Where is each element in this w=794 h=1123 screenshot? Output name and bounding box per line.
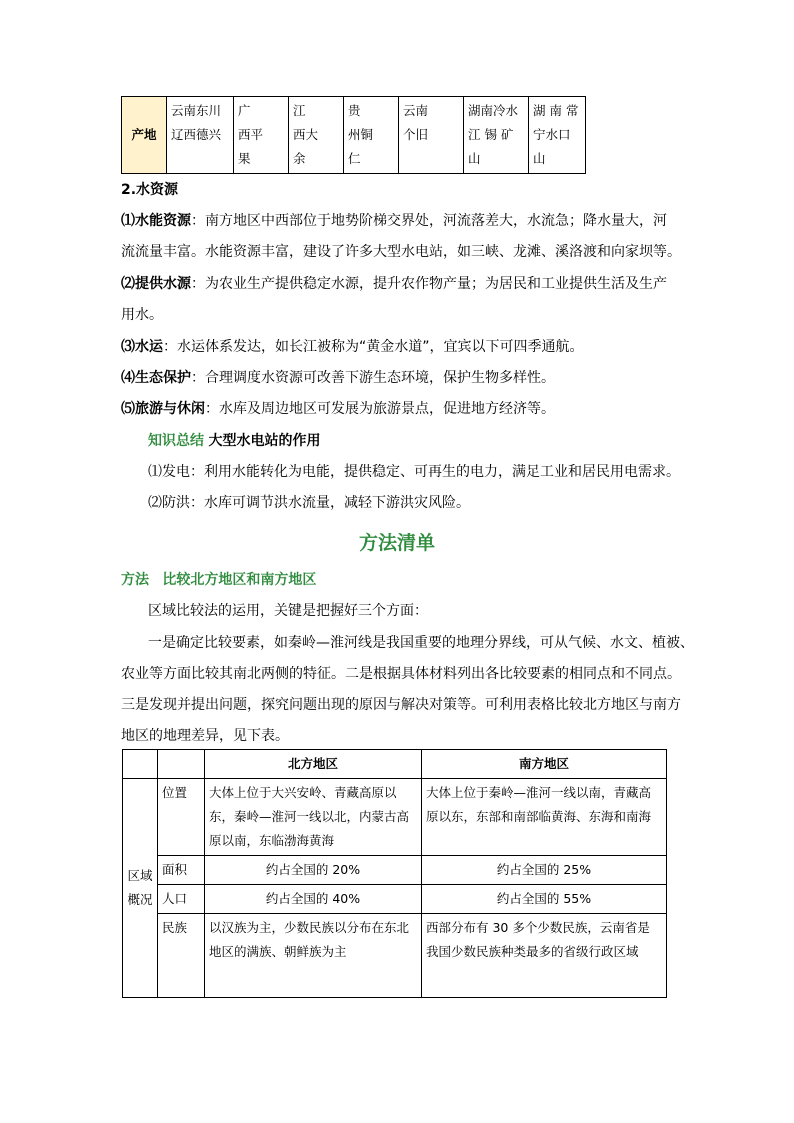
corner-cell <box>123 750 158 779</box>
origin-header: 产地 <box>122 97 167 174</box>
origin-cell: 广 西平 果 <box>234 97 289 174</box>
cell-south-ethnic: 西部分布有 30 多个少数民族，云南省是我国少数民族种类最多的省级行政区域 <box>422 914 667 998</box>
summary-heading: 知识总结 大型水电站的作用 <box>148 433 321 449</box>
origin-cell: 湖南冷水 江 锡 矿 山 <box>464 97 529 174</box>
row-label-ethnic: 民族 <box>158 914 205 998</box>
summary-item-1: ⑴发电：利用水能转化为电能，提供稳定、可再生的电力，满足工业和居民用电需求。 <box>148 464 680 480</box>
origin-table <box>121 96 586 174</box>
cell-north-area: 约占全国的 20% <box>205 856 422 885</box>
tour-line: ⑸旅游与休闲：水库及周边地区可发展为旅游景点，促进地方经济等。 <box>121 401 555 417</box>
column-header-north: 北方地区 <box>205 750 422 779</box>
water-heading: 2.水资源 <box>121 182 179 198</box>
cell-south-area: 约占全国的 25% <box>422 856 667 885</box>
group-label: 区域 概况 <box>123 779 158 998</box>
hydro-line-2: 流流量丰富。水能资源丰富，建设了许多大型水电站，如三峡、龙滩、溪洛渡和向家坝等。 <box>121 244 681 260</box>
method-paragraph-2-line-4: 地区的地理差异，见下表。 <box>121 728 289 744</box>
ship-line: ⑶水运：水运体系发达，如长江被称为“黄金水道”，宜宾以下可四季通航。 <box>121 339 584 355</box>
method-paragraph-2-line-2: 农业等方面比较其南北两侧的特征。二是根据具体材料列出各比较要素的相同点和不同点。 <box>121 666 681 682</box>
row-label-position: 位置 <box>158 779 205 856</box>
method-paragraph-2-line-1: 一是确定比较要素，如秦岭—淮河线是我国重要的地理分界线，可从气候、水文、植被、 <box>148 635 694 651</box>
row-label-population: 人口 <box>158 885 205 914</box>
compare-table <box>122 749 667 998</box>
origin-cell: 云南 个旧 <box>399 97 464 174</box>
cell-north-ethnic: 以汉族为主，少数民族以分布在东北地区的满族、朝鲜族为主 <box>205 914 422 998</box>
cell-south-population: 约占全国的 55% <box>422 885 667 914</box>
summary-item-2: ⑵防洪：水库可调节洪水流量，减轻下游洪灾风险。 <box>148 495 470 511</box>
column-header-south: 南方地区 <box>422 750 667 779</box>
method-paragraph-1: 区域比较法的运用，关键是把握好三个方面： <box>148 603 428 619</box>
corner-cell <box>158 750 205 779</box>
hydro-line-1: ⑴水能资源：南方地区中西部位于地势阶梯交界处，河流落差大，水流急；降水量大，河 <box>121 213 667 229</box>
origin-cell: 江 西大 余 <box>289 97 344 174</box>
supply-line-2: 用水。 <box>121 307 163 323</box>
cell-north-position: 大体上位于大兴安岭、青藏高原以东，秦岭—淮河一线以北，内蒙古高原以南，东临渤海黄海 <box>205 779 422 856</box>
cell-north-population: 约占全国的 40% <box>205 885 422 914</box>
origin-cell: 云南东川 辽西德兴 <box>167 97 234 174</box>
eco-line: ⑷生态保护：合理调度水资源可改善下游生态环境，保护生物多样性。 <box>121 370 555 386</box>
method-heading: 方法 比较北方地区和南方地区 <box>121 572 317 588</box>
supply-line-1: ⑵提供水源：为农业生产提供稳定水源，提升农作物产量；为居民和工业提供生活及生产 <box>121 276 667 292</box>
origin-cell: 贵 州铜 仁 <box>344 97 399 174</box>
row-label-area: 面积 <box>158 856 205 885</box>
section-title: 方法清单 <box>358 532 435 554</box>
origin-cell: 湖 南 常 宁水口 山 <box>529 97 586 174</box>
method-paragraph-2-line-3: 三是发现并提出问题，探究问题出现的原因与解决对策等。可利用表格比较北方地区与南方 <box>121 697 681 713</box>
cell-south-position: 大体上位于秦岭—淮河一线以南，青藏高原以东，东部和南部临黄海、东海和南海 <box>422 779 667 856</box>
